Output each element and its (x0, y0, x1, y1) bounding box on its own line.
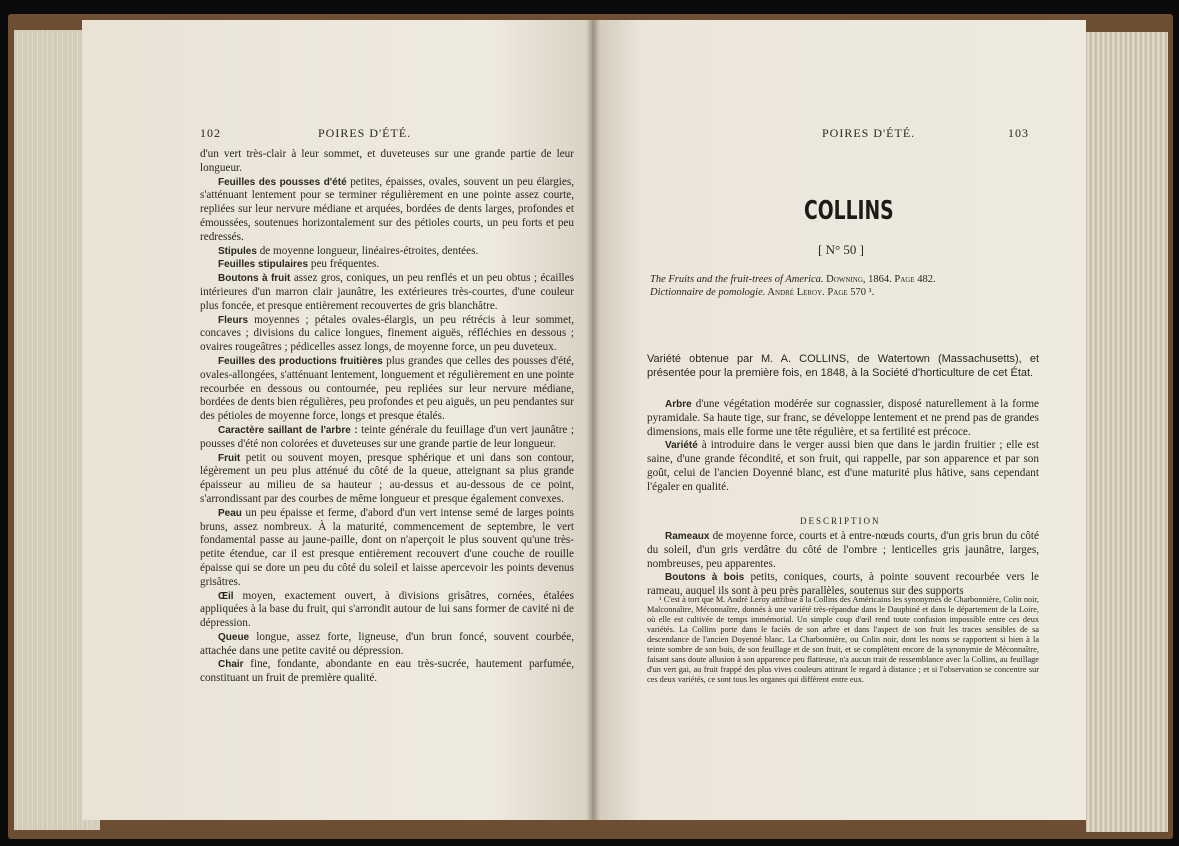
paragraph (647, 439, 1039, 494)
paragraph (200, 245, 574, 259)
right-running-head: POIRES D'ÉTÉ. (822, 126, 916, 140)
paragraph-body: d'une végétation modérée sur cognassier, disposé naturellement à la forme pyramidale. Sa haute tige, sur franc, se développe lentement et ne prend pas de grandes dimensions, mais elle forme une tête régulière, et sa fertilité est précoce. (647, 398, 1039, 438)
paragraph-body: d'un vert très-clair à leur sommet, et duveteuses sur une grande partie de leur longueur. (200, 148, 574, 174)
variety-number: [ N° 50 ] (818, 242, 864, 257)
paragraph-lead-term: Boutons à fruit (218, 273, 291, 285)
paragraph-body: assez gros, coniques, un peu renflés et un peu obtus ; écailles intérieures d'un marron clair jaunâtre, les extérieures très-courtes, d'une couleur plus foncée, et presque entièrement recouvertes de gris blanchâtre. (200, 272, 574, 312)
reference-source: Downing, 1864. Page 482. (823, 274, 936, 285)
variety-title: COLLINS (804, 196, 894, 226)
paragraph-lead-term: Feuilles des productions fruitières (218, 355, 383, 367)
paragraph-lead-term: Queue (218, 631, 250, 643)
paragraph-body: petites, épaisses, ovales, souvent un peu élargies, s'atténuant lentement pour se terminer régulièrement en une pointe assez courte, repliées sur leur nervure médiane et arquées, bordées de dents larges, profondes et émoussées, soutenues horizontalement sur des pétioles courts, un peu forts et peu redressés. (200, 175, 574, 243)
paragraph-lead-term: Œil (218, 590, 234, 602)
right-page-edges (1086, 32, 1168, 832)
paragraph-lead-term: Stipules (218, 245, 257, 257)
paragraph-body: moyen, exactement ouvert, à divisions grisâtres, cornées, étalées appliquées à la base du fruit, qui s'arrondit autour de lui sans former de cavité ni de dépression. (200, 589, 574, 630)
paragraph-lead-term: Chair (218, 659, 244, 671)
paragraph (200, 258, 574, 272)
paragraph (647, 530, 1039, 571)
paragraph-lead-term: Feuilles stipulaires (218, 259, 309, 271)
paragraph (200, 148, 574, 176)
paragraph-lead-term: Peau (218, 507, 242, 519)
paragraph-body: petits, coniques, courts, à pointe souvent recourbée vers le rameau, auquel ils sont à peu près parallèles, soutenus sur des supports (647, 571, 1039, 598)
variety-introduction: Variété obtenue par M. A. COLLINS, de Watertown (Massachusetts), et présentée pour la première fois, en 1848, à la Société d'horticulture de cet État. (647, 353, 1039, 379)
paragraph-body: longue, assez forte, ligneuse, d'un brun foncé, souvent courbée, attachée dans une petite cavité ou dépression. (200, 630, 574, 657)
paragraph (200, 590, 574, 631)
paragraph (200, 658, 574, 686)
paragraph-body: petit ou souvent moyen, presque sphérique et uni dans son contour, légèrement un peu plus atténué du côté de la queue, atteignant sa plus grande épaisseur au milieu de sa hauteur ; au-dessus et au-dessous de ce point, s'arrondissant par des courbes de même longueur et presque également convexes. (200, 451, 574, 505)
footnote (647, 595, 1039, 685)
paragraph-lead-term: Feuilles des pousses d'été (218, 176, 347, 188)
paragraph-lead-term: Arbre (665, 399, 692, 410)
footnote-text: ¹ C'est à tort que M. André Leroy attribue à la Collins des Américains les synonymes de Charbonnière, Colin noir, Malconnaître, Méconnaître, donnés à une variété très-répandue dans le Dauphiné et dans le département de la Loire, où elle est cultivée de temps immémorial. Un simple coup d'œil rend toute confusion impossible entre ces deux variétés. La Collins porte dans le faciès de son arbre et dans l'aspect de son fruit les traces sensibles de sa descendance de l'ancien Doyenné blanc. La Charbonnière, ou Colin noir, dont les noms se rapportent si bien à la teinte sombre de son bois, de son feuillage et de son fruit, et se complètent encore de la synonymie de Méconnaître, faisant sans doute allusion à son apparence peu flatteuse, n'a aucun trait de ressemblance avec la Collins, au feuillage d'un vert gai, au fruit frappé des plus vives couleurs attirant le regard à distance ; et si l'observation se concentre sur ces deux variétés, ce sont tous les organes qui diffèrent entre eux. (647, 595, 1039, 684)
bibliographic-references (650, 273, 1050, 299)
left-running-head: POIRES D'ÉTÉ. (318, 126, 412, 140)
paragraph-lead-term: Rameaux (665, 531, 710, 542)
book-gutter (586, 20, 600, 820)
description-text (647, 530, 1039, 599)
paragraph-lead-term: Fruit (218, 452, 241, 464)
paragraph (200, 355, 574, 424)
paragraph (200, 452, 574, 507)
reference-line (650, 286, 1050, 299)
paragraph-lead-term: Variété (665, 440, 698, 452)
paragraph-body: fine, fondante, abondante en eau très-sucrée, hautement parfumée, constituant un fruit de première qualité. (200, 658, 574, 685)
paragraph-lead-term: Boutons à bois (665, 572, 745, 584)
right-page-text (647, 398, 1039, 495)
left-page-number: 102 (200, 126, 221, 140)
paragraph-body: teinte générale du feuillage d'un vert jaunâtre ; pousses d'été non colorées et duveteuses sur une grande partie de leur longueur. (200, 423, 574, 450)
paragraph-body: à introduire dans le verger aussi bien que dans le jardin fruitier ; elle est saine, d'une grande fécondité, et son fruit, qui rappelle, par son apparence et par son goût, celui de l'ancien Doyenné blanc, est d'une maturité plus hâtive, sans cependant l'égaler en qualité. (647, 439, 1039, 493)
paragraph-body: moyennes ; pétales ovales-élargis, un peu rétrécis à leur sommet, concaves ; divisions du calice longues, finement aiguës, réfléchies en dessous ; ovaires rougeâtres ; pédicelles assez longs, de moyenne force, un peu duveteux. (200, 313, 574, 354)
paragraph (200, 176, 574, 245)
paragraph-lead-term: Caractère saillant de l'arbre : (218, 424, 358, 436)
paragraph (200, 631, 574, 659)
paragraph-body: de moyenne force, courts et à entre-nœuds courts, d'un gris brun du côté du soleil, d'un gris verdâtre du côté de l'ombre ; lenticelles gris jaunâtre, larges, nombreuses, peu apparentes. (647, 530, 1039, 570)
paragraph (647, 398, 1039, 439)
reference-title: The Fruits and the fruit-trees of America. (650, 274, 824, 285)
description-heading: DESCRIPTION (800, 516, 881, 526)
reference-title: Dictionnaire de pomologie. (650, 287, 766, 298)
paragraph-body: de moyenne longueur, linéaires-étroites, dentées. (256, 244, 479, 257)
paragraph (200, 272, 574, 313)
right-page-number: 103 (1008, 126, 1029, 140)
paragraph-body: plus grandes que celles des pousses d'été, ovales-allongées, s'atténuant lentement, longuement et régulièrement en une pointe recourbée en dessous ou contournée, peu repliées sur leur nervure médiane, bordées de dents bien régulières, peu profondes et peu aiguës, un peu pendantes sur des pétioles de moyenne force, longs et presque étalés. (200, 354, 575, 423)
paragraph (200, 507, 574, 590)
paragraph (200, 314, 574, 355)
paragraph (200, 424, 574, 452)
paragraph-lead-term: Fleurs (218, 314, 249, 326)
paragraph-body: un peu épaisse et ferme, d'abord d'un vert intense semé de larges points bruns, assez nombreux. À la maturité, commencement de septembre, le vert fondamental passe au jaune-paille, dont on n'aperçoit le plus souvent qu'une très-petite étendue, car il est presque entièrement recouvert d'une couche de rouille épaisse qui se dore un peu du côté du soleil et laisse apercevoir les points devenus grisâtres. (200, 506, 574, 588)
paragraph-body: peu fréquentes. (308, 258, 380, 271)
reference-line (650, 273, 1050, 286)
left-page-text (200, 148, 574, 686)
reference-source: André Leroy. Page 570 ¹. (765, 287, 875, 298)
